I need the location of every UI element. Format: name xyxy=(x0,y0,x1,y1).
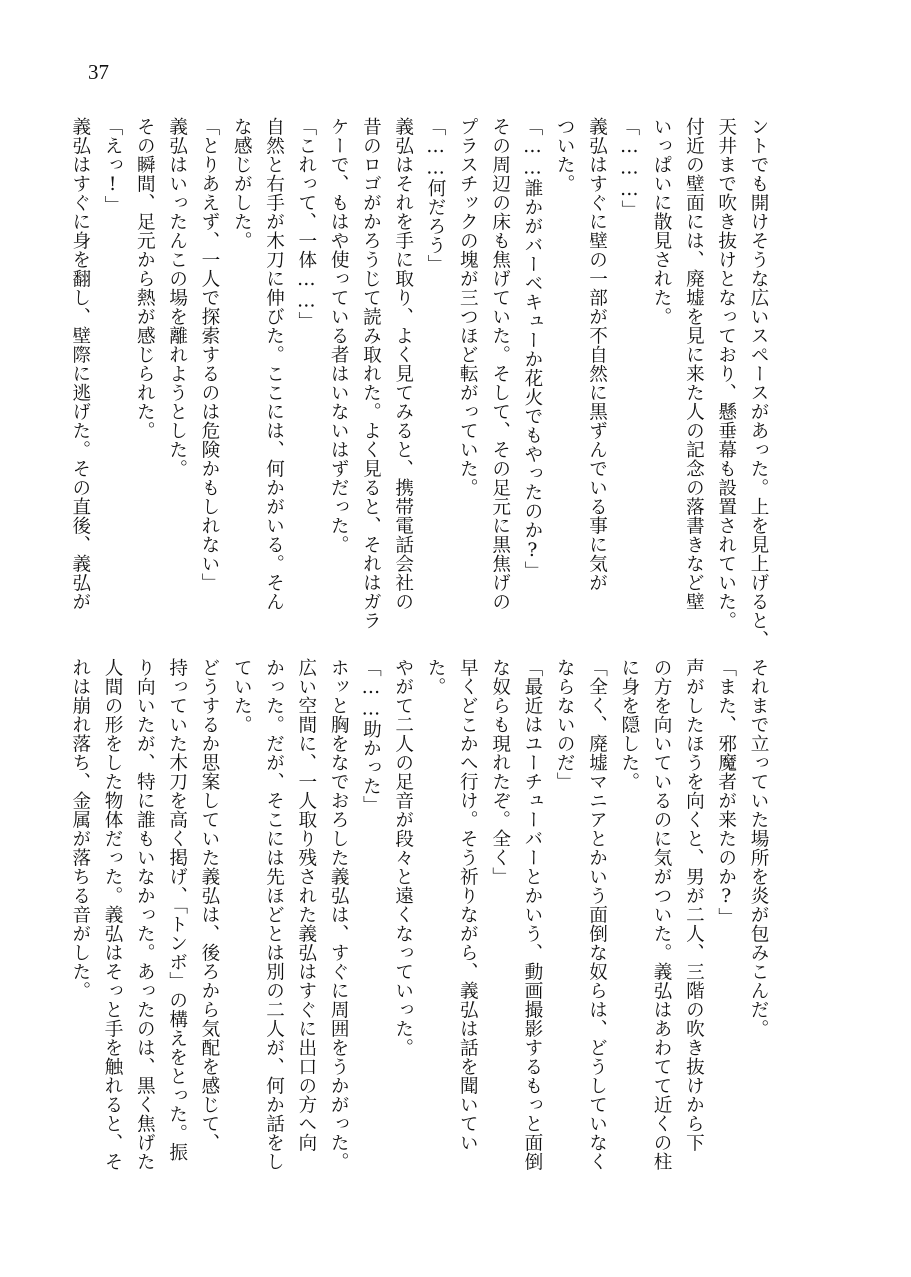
text-column: ていた。 xyxy=(231,658,253,734)
text-column: どうするか思案していた義弘は、後ろから気配を感じて、 xyxy=(198,658,220,1152)
text-column: 「最近はユーチューバーとかいう、動画撮影するもっと面倒 xyxy=(521,658,543,1171)
text-column: た。 xyxy=(425,658,447,696)
text-column: 「全く、廃墟マニアとかいう面倒な奴らは、どうしていなく xyxy=(586,658,608,1171)
text-column: 義弘はそれを手に取り、よく見てみると、携帯電話会社の xyxy=(392,117,414,611)
text-column: 広い空間に、一人取り残された義弘はすぐに出口の方へ向 xyxy=(295,658,317,1152)
text-column: 「……助かった」 xyxy=(360,658,382,815)
text-column: ついた。 xyxy=(554,117,576,193)
text-column: 早くどこかへ行け。そう祈りながら、義弘は話を聞いてい xyxy=(457,658,479,1152)
text-column: プラスチックの塊が三つほど転がっていた。 xyxy=(457,117,479,497)
text-column: 昔のロゴがかろうじて読み取れた。よく見ると、それはガラ xyxy=(360,117,382,630)
text-column: ケーで、もはや使っている者はいないはずだった。 xyxy=(328,117,350,554)
text-column: ントでも開けそうな広いスペースがあった。上を見上げると、 xyxy=(748,117,769,649)
text-column: 義弘はすぐに壁の一部が不自然に黒ずんでいる事に気が xyxy=(586,117,608,592)
text-column: り向いたが、特に誰もいなかった。あったのは、黒く焦げた xyxy=(134,658,156,1171)
text-column: やがて二人の足音が段々と遠くなっていった。 xyxy=(392,658,414,1057)
text-column: 義弘はすぐに身を翻し、壁際に逃げた。その直後、義弘が xyxy=(69,117,91,611)
text-column: に身を隠した。 xyxy=(618,658,640,791)
text-column: 「……何だろう」 xyxy=(425,117,447,274)
text-column: 義弘はいったんこの場を離れようとした。 xyxy=(166,117,188,478)
text-column: 自然と右手が木刀に伸びた。ここには、何かがいる。そん xyxy=(263,117,285,611)
text-column: 「えっ!」 xyxy=(102,117,124,215)
text-column: 天井まで吹き抜けとなっており、懸垂幕も設置されていた。 xyxy=(715,117,737,630)
text-column: いっぱいに散見された。 xyxy=(651,117,673,326)
text-column: れは崩れ落ち、金属が落ちる音がした。 xyxy=(69,658,91,1000)
text-column: な奴らも現れたぞ。全く」 xyxy=(489,658,511,886)
text-column: 「また、邪魔者が来たのか?」 xyxy=(715,658,737,927)
text-column: の方を向いているのに気がついた。義弘はあわてて近くの柱 xyxy=(651,658,673,1171)
text-column: 「………」 xyxy=(618,117,640,220)
text-column: 声がしたほうを向くと、男が二人、三階の吹き抜けから下 xyxy=(683,658,705,1152)
text-column: 持っていた木刀を高く掲げ、「トンボ」の構えをとった。振 xyxy=(166,658,188,1162)
text-column: 「……誰かがバーベキューか花火でもやったのか?」 xyxy=(521,117,543,581)
text-column: 人間の形をした物体だった。義弘はそっと手を触れると、そ xyxy=(102,658,124,1171)
text-column: かった。だが、そこには先ほどとは別の二人が、何か話をし xyxy=(263,658,285,1171)
text-column: 「これって、一体……」 xyxy=(295,117,317,331)
text-column: その瞬間、足元から熱が感じられた。 xyxy=(134,117,156,440)
text-column: 「とりあえず、一人で探索するのは危険かもしれない」 xyxy=(198,117,220,592)
lower-text-block xyxy=(70,658,768,1171)
upper-text-block xyxy=(70,117,768,649)
text-column: な感じがした。 xyxy=(231,117,253,250)
page-number: 37 xyxy=(88,60,109,84)
text-column: それまで立っていた場所を炎が包みこんだ。 xyxy=(748,658,769,1038)
text-column: 付近の壁面には、廃墟を見に来た人の記念の落書きなど壁 xyxy=(683,117,705,611)
text-column: その周辺の床も焦げていた。そして、その足元に黒焦げの xyxy=(489,117,511,611)
text-column: ならないのだ」 xyxy=(554,658,576,791)
text-column: ホッと胸をなでおろした義弘は、すぐに周囲をうかがった。 xyxy=(328,658,350,1171)
